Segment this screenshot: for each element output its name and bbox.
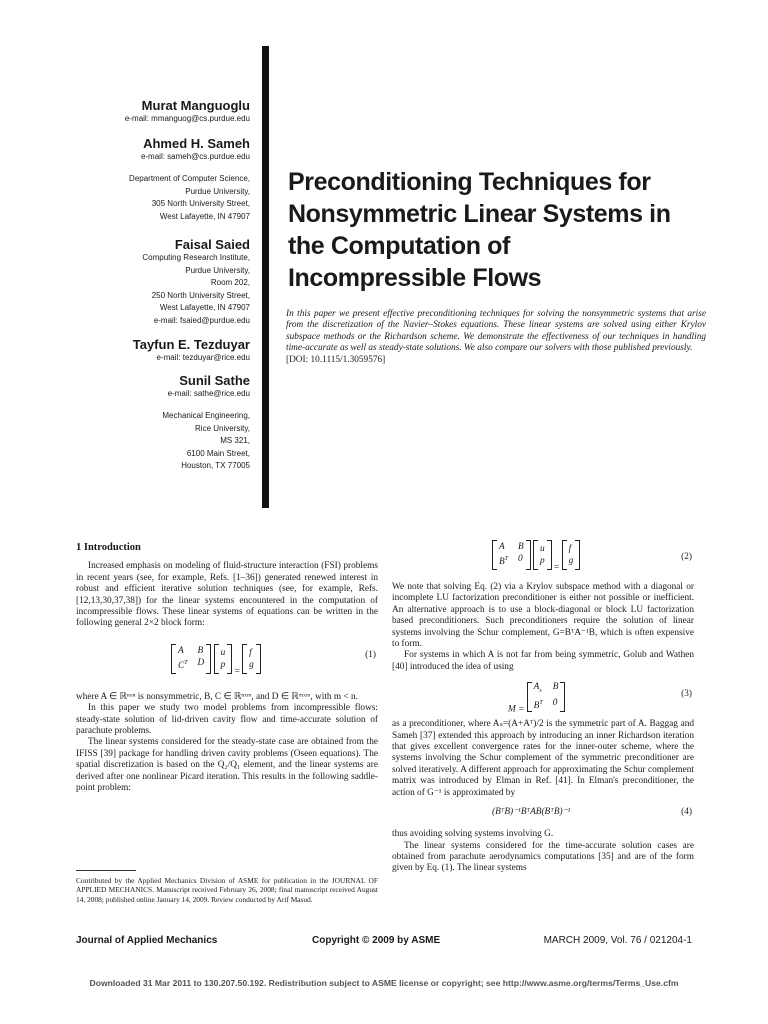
equation-2: A B $B^T$ 0 u p = f g (2)	[392, 538, 694, 578]
paper-title: Preconditioning Techniques for Nonsymmetric Linear Systems in the Computation of Incompressible Flows	[288, 168, 671, 292]
equation-number: (2)	[681, 552, 692, 562]
author-block	[10, 98, 250, 473]
author-email: e-mail: mmanguog@cs.purdue.edu	[124, 114, 250, 123]
author-2	[10, 136, 250, 224]
author-name: Sunil Sathe	[179, 372, 250, 388]
equation-1: A B $C^T$ D u p = f g (1)	[76, 638, 378, 684]
equation-number: (3)	[681, 689, 692, 700]
paragraph: The linear systems considered for the time-accurate solution cases are obtained from parachute aerodynamics computations [35] and are of the form given by Eq. (1). The linear systems	[392, 840, 694, 874]
left-column	[76, 542, 378, 795]
equation-body: (BᵀB)⁻¹BᵀAB(BᵀB)⁻¹	[492, 807, 571, 818]
equation-number: (4)	[681, 807, 692, 818]
author-3	[10, 237, 250, 327]
equation-3: M = $A_s$ B $B^T$ 0 (3)	[508, 682, 692, 715]
author-email: e-mail: tezduyar@rice.edu	[156, 353, 250, 362]
vertical-divider	[262, 46, 269, 508]
paragraph: We note that solving Eq. (2) via a Krylov subspace method with a diagonal or incomplete LU factorization preconditioner is either not possible or inefficient. An alternative approach is to use a block-diagonal or block LU factorization based preconditioners. Such preconditioners require the solution of linear systems involving the Schur complement, G=BᵀA⁻¹B, which is often expensive to form.	[392, 582, 694, 650]
author-1	[10, 98, 250, 126]
abstract-text: In this paper we present effective preconditioning techniques for solving the nonsymmetric systems that arise from the discretization of the Navier–Stokes equations. These linear systems are solved using either Krylov subspace methods or the Richardson scheme. We demonstrate the effectiveness of our techniques in handling time-accurate as well as steady-state solutions. We also compare our solvers with those published previously.	[286, 309, 706, 354]
section-heading: 1 Introduction	[76, 542, 141, 553]
paragraph: The linear systems considered for the steady-state case are obtained from the IFISS [39] package for handling driven cavity problems (Oseen equations). The spatial discretization is based on the Q₂/Q₁ element, and the linear systems are derived after one nonlinear Picard iteration. This results in the following saddle-point problem:	[76, 737, 378, 794]
paragraph: Increased emphasis on modeling of fluid-structure interaction (FSI) problems in recent years (see, for example, Refs. [1–36]) generated renewed interest in robust and efficient iterative solution techniques (see, for example, Refs. [12,13,30,37,38]) for the linear systems encountered in the computation of incompressible flows. These linear systems of equations can be written in the following general 2×2 block form:	[76, 561, 378, 629]
footer-issue: MARCH 2009, Vol. 76 / 021204-1	[543, 935, 692, 946]
right-column	[392, 538, 694, 875]
author-affiliation: Department of Computer Science, Purdue University, 305 North University Street, West Lafayette, IN 47907	[129, 174, 250, 221]
equation-number: (1)	[365, 649, 376, 660]
paragraph: thus avoiding solving systems involving G.	[392, 829, 554, 840]
author-affiliation: Mechanical Engineering, Rice University, MS 321, 6100 Main Street, Houston, TX 77005	[162, 411, 250, 470]
paragraph: where A ∈ ℝⁿˣⁿ is nonsymmetric, B, C ∈ ℝⁿˣᵐ, and D ∈ ℝᵐˣᵐ, with m < n.	[76, 691, 358, 702]
footer-copyright: Copyright © 2009 by ASME	[312, 935, 441, 946]
footer-journal: Journal of Applied Mechanics	[76, 935, 218, 946]
paragraph: In this paper we study two model problems from incompressible flows: steady-state solution of lid-driven cavity flow and time-accurate solution of parachute problems.	[76, 703, 378, 737]
author-affiliation: Computing Research Institute, Purdue University, Room 202, 250 North University Street, West Lafayette, IN 47907 e-mail: fsaied@purdue.edu	[142, 253, 250, 325]
doi: [DOI: 10.1115/1.3059576]	[286, 354, 386, 365]
author-name: Faisal Saied	[174, 237, 250, 252]
download-notice: Downloaded 31 Mar 2011 to 130.207.50.192. Redistribution subject to ASME license or copyright; see http://www.asme.org/terms/Terms_Use.cfm	[89, 978, 679, 988]
author-4	[10, 337, 250, 365]
author-name: Tayfun E. Tezduyar	[132, 337, 250, 352]
author-email: e-mail: sameh@cs.purdue.edu	[140, 151, 250, 161]
equation-4	[392, 803, 694, 825]
equation-lhs: M =	[508, 704, 525, 715]
footnote: Contributed by the Applied Mechanics Division of ASME for publication in the JOURNAL OF APPLIED MECHANICS. Manuscript received February 26, 2008; final manuscript received August 14, 2008; published online January 14, 2009. Review conducted by Arif Masud.	[76, 876, 378, 904]
abstract	[286, 309, 706, 366]
footnote-rule	[76, 870, 136, 871]
paragraph: For systems in which A is not far from being symmetric, Golub and Wathen [40] introduced the idea of using	[392, 650, 694, 672]
paragraph: as a preconditioner, where Aₛ=(A+Aᵀ)/2 is the symmetric part of A. Baggag and Sameh [37] extended this approach by introducing an inner Richardson iteration that gives excellent convergence rates for the inner-outer scheme, where the systems involving the Schur complement of the symmetric preconditioner are solved iteratively. A different approach for approximating the Schur complement matrix was introduced by Elman in Ref. [41]. In Elman's preconditioner, the action of G⁻¹ is approximated by	[392, 719, 694, 798]
author-email: e-mail: sathe@rice.edu	[167, 388, 250, 398]
author-name: Ahmed H. Sameh	[143, 135, 250, 151]
author-name: Murat Manguoglu	[141, 98, 250, 113]
author-5	[10, 373, 250, 473]
